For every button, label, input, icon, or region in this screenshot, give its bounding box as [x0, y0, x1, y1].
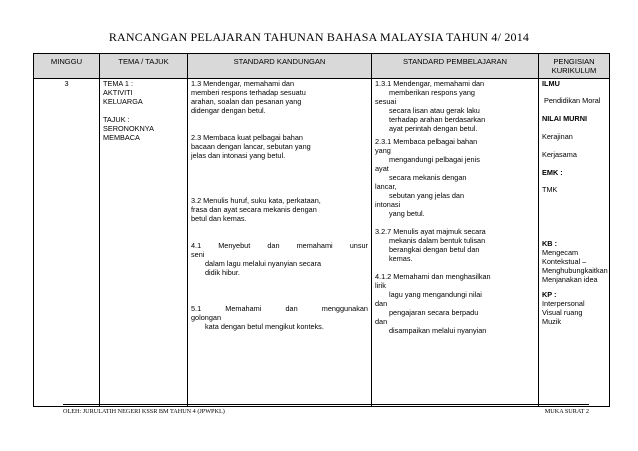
nilai-murni-value: Kerajinan — [542, 132, 573, 141]
tema-line: TAJUK : — [103, 115, 130, 124]
sp-line: ayat — [375, 164, 389, 173]
header-standard-kandungan: STANDARD KANDUNGAN — [188, 54, 372, 79]
nilai-murni-heading: NILAI MURNI — [542, 114, 587, 123]
tema-line: SERONOKNYA — [103, 124, 154, 133]
sk-item-5-1 — [191, 304, 368, 331]
kb-value: Mengecam — [542, 248, 579, 257]
ilmu-heading: ILMU — [542, 79, 560, 88]
kp-value: Visual ruang — [542, 308, 583, 317]
header-pk-line2: KURIKULUM — [551, 66, 597, 75]
kb-value: Menghubungkaitkan — [542, 266, 608, 275]
sp-item-1-3-1 — [375, 79, 535, 133]
sp-line: dan — [375, 317, 388, 326]
header-pk-line1: PENGISIAN — [553, 57, 595, 66]
kb-value: Menjanakan idea — [542, 275, 598, 284]
sp-line: 4.1.2 Memahami dan menghasilkan — [375, 272, 491, 281]
tema-line: KELUARGA — [103, 97, 143, 106]
sp-line: pengajaran secara berpadu — [389, 308, 479, 317]
sk-line: memberi respons terhadap sesuatu — [191, 88, 306, 97]
table-header-row — [34, 54, 610, 79]
tema-line: MEMBACA — [103, 133, 140, 142]
kp-value: Muzik — [542, 317, 562, 326]
header-standard-pembelajaran: STANDARD PEMBELAJARAN — [372, 54, 539, 79]
header-minggu: MINGGU — [34, 54, 100, 79]
cell-standard-kandungan — [188, 79, 372, 407]
lesson-plan-table — [33, 53, 610, 407]
sp-item-4-1-2 — [375, 272, 535, 335]
cell-tema — [100, 79, 188, 407]
sk-line: 5.1 Memahami dan menggunakan — [191, 304, 368, 313]
sp-item-3-2-7 — [375, 227, 535, 263]
sp-line: 3.2.7 Menulis ayat majmuk secara — [375, 227, 486, 236]
sk-line: jelas dan intonasi yang betul. — [191, 151, 286, 160]
tema-line: TEMA 1 : — [103, 79, 134, 88]
cell-standard-pembelajaran — [372, 79, 539, 407]
sk-item-2-3 — [191, 133, 368, 160]
nilai-murni-value: Kerjasama — [542, 150, 577, 159]
sp-line: lirik — [375, 281, 386, 290]
footer-page-number: MUKA SURAT 2 — [544, 408, 589, 415]
sp-line: intonasi — [375, 200, 401, 209]
sp-line: disampaikan melalui nyanyian — [389, 326, 487, 335]
sk-line: dalam lagu melalui nyanyian secara — [205, 259, 322, 268]
ilmu-value: Pendidikan Moral — [544, 96, 601, 105]
sk-line: betul dan kemas. — [191, 214, 247, 223]
sp-line: lagu yang mengandungi nilai — [389, 290, 482, 299]
kb-value: Kontekstual – — [542, 257, 587, 266]
kb-heading: KB : — [542, 239, 557, 248]
page-footer — [63, 404, 589, 415]
sk-item-4-1 — [191, 241, 368, 277]
sp-line: terhadap arahan berdasarkan — [389, 115, 486, 124]
sk-line: golongan — [191, 313, 222, 322]
sp-line: lancar, — [375, 182, 397, 191]
header-tema: TEMA / TAJUK — [100, 54, 188, 79]
sk-line: bacaan dengan lancar, sebutan yang — [191, 142, 311, 151]
sp-line: dan — [375, 299, 388, 308]
sk-line: didengar dengan betul. — [191, 106, 266, 115]
sp-line: ayat perintah dengan betul. — [389, 124, 478, 133]
sk-line: frasa dan ayat secara mekanis dengan — [191, 205, 317, 214]
sk-line: seni — [191, 250, 205, 259]
kp-heading: KP : — [542, 290, 557, 299]
sp-item-2-3-1 — [375, 137, 535, 218]
sk-line: 4.1 Menyebut dan memahami unsur — [191, 241, 368, 250]
sp-line: mengandungi pelbagai jenis — [389, 155, 480, 164]
sk-item-3-2 — [191, 196, 368, 223]
page-title: RANCANGAN PELAJARAN TAHUNAN BAHASA MALAYSIA TAHUN 4/ 2014 — [108, 30, 530, 44]
sp-line: secara mekanis dengan — [389, 173, 467, 182]
sp-line: kemas. — [389, 254, 413, 263]
sp-line: secara lisan atau gerak laku — [389, 106, 480, 115]
sk-item-1-3 — [191, 79, 368, 115]
sp-line: sesuai — [375, 97, 397, 106]
footer-author: OLEH: JURULATIH NEGERI KSSR BM TAHUN 4 (JPWPKL) — [63, 408, 225, 415]
sk-line: arahan, soalan dan pesanan yang — [191, 97, 302, 106]
sp-line: sebutan yang jelas dan — [389, 191, 465, 200]
sk-line: 2.3 Membaca kuat pelbagai bahan — [191, 133, 303, 142]
cell-minggu: 3 — [34, 79, 100, 407]
sp-line: berangkai dengan betul dan — [389, 245, 480, 254]
sp-line: 1.3.1 Mendengar, memahami dan — [375, 79, 485, 88]
sp-line: yang — [375, 146, 391, 155]
sp-line: mekanis dalam bentuk tulisan — [389, 236, 486, 245]
sp-line: yang betul. — [389, 209, 425, 218]
sp-line: memberikan respons yang — [389, 88, 475, 97]
emk-heading: EMK : — [542, 168, 563, 177]
kp-value: Interpersonal — [542, 299, 585, 308]
sk-line: 3.2 Menulis huruf, suku kata, perkataan, — [191, 196, 321, 205]
emk-value: TMK — [542, 185, 558, 194]
sk-line: kata dengan betul mengikut konteks. — [205, 322, 324, 331]
header-pengisian-kurikulum — [539, 54, 610, 79]
sp-line: 2.3.1 Membaca pelbagai bahan — [375, 137, 478, 146]
table-row — [34, 79, 610, 407]
sk-line: 1.3 Mendengar, memahami dan — [191, 79, 295, 88]
cell-pengisian-kurikulum — [539, 79, 610, 407]
tema-line: AKTIVITI — [103, 88, 133, 97]
sk-line: didik hibur. — [205, 268, 240, 277]
